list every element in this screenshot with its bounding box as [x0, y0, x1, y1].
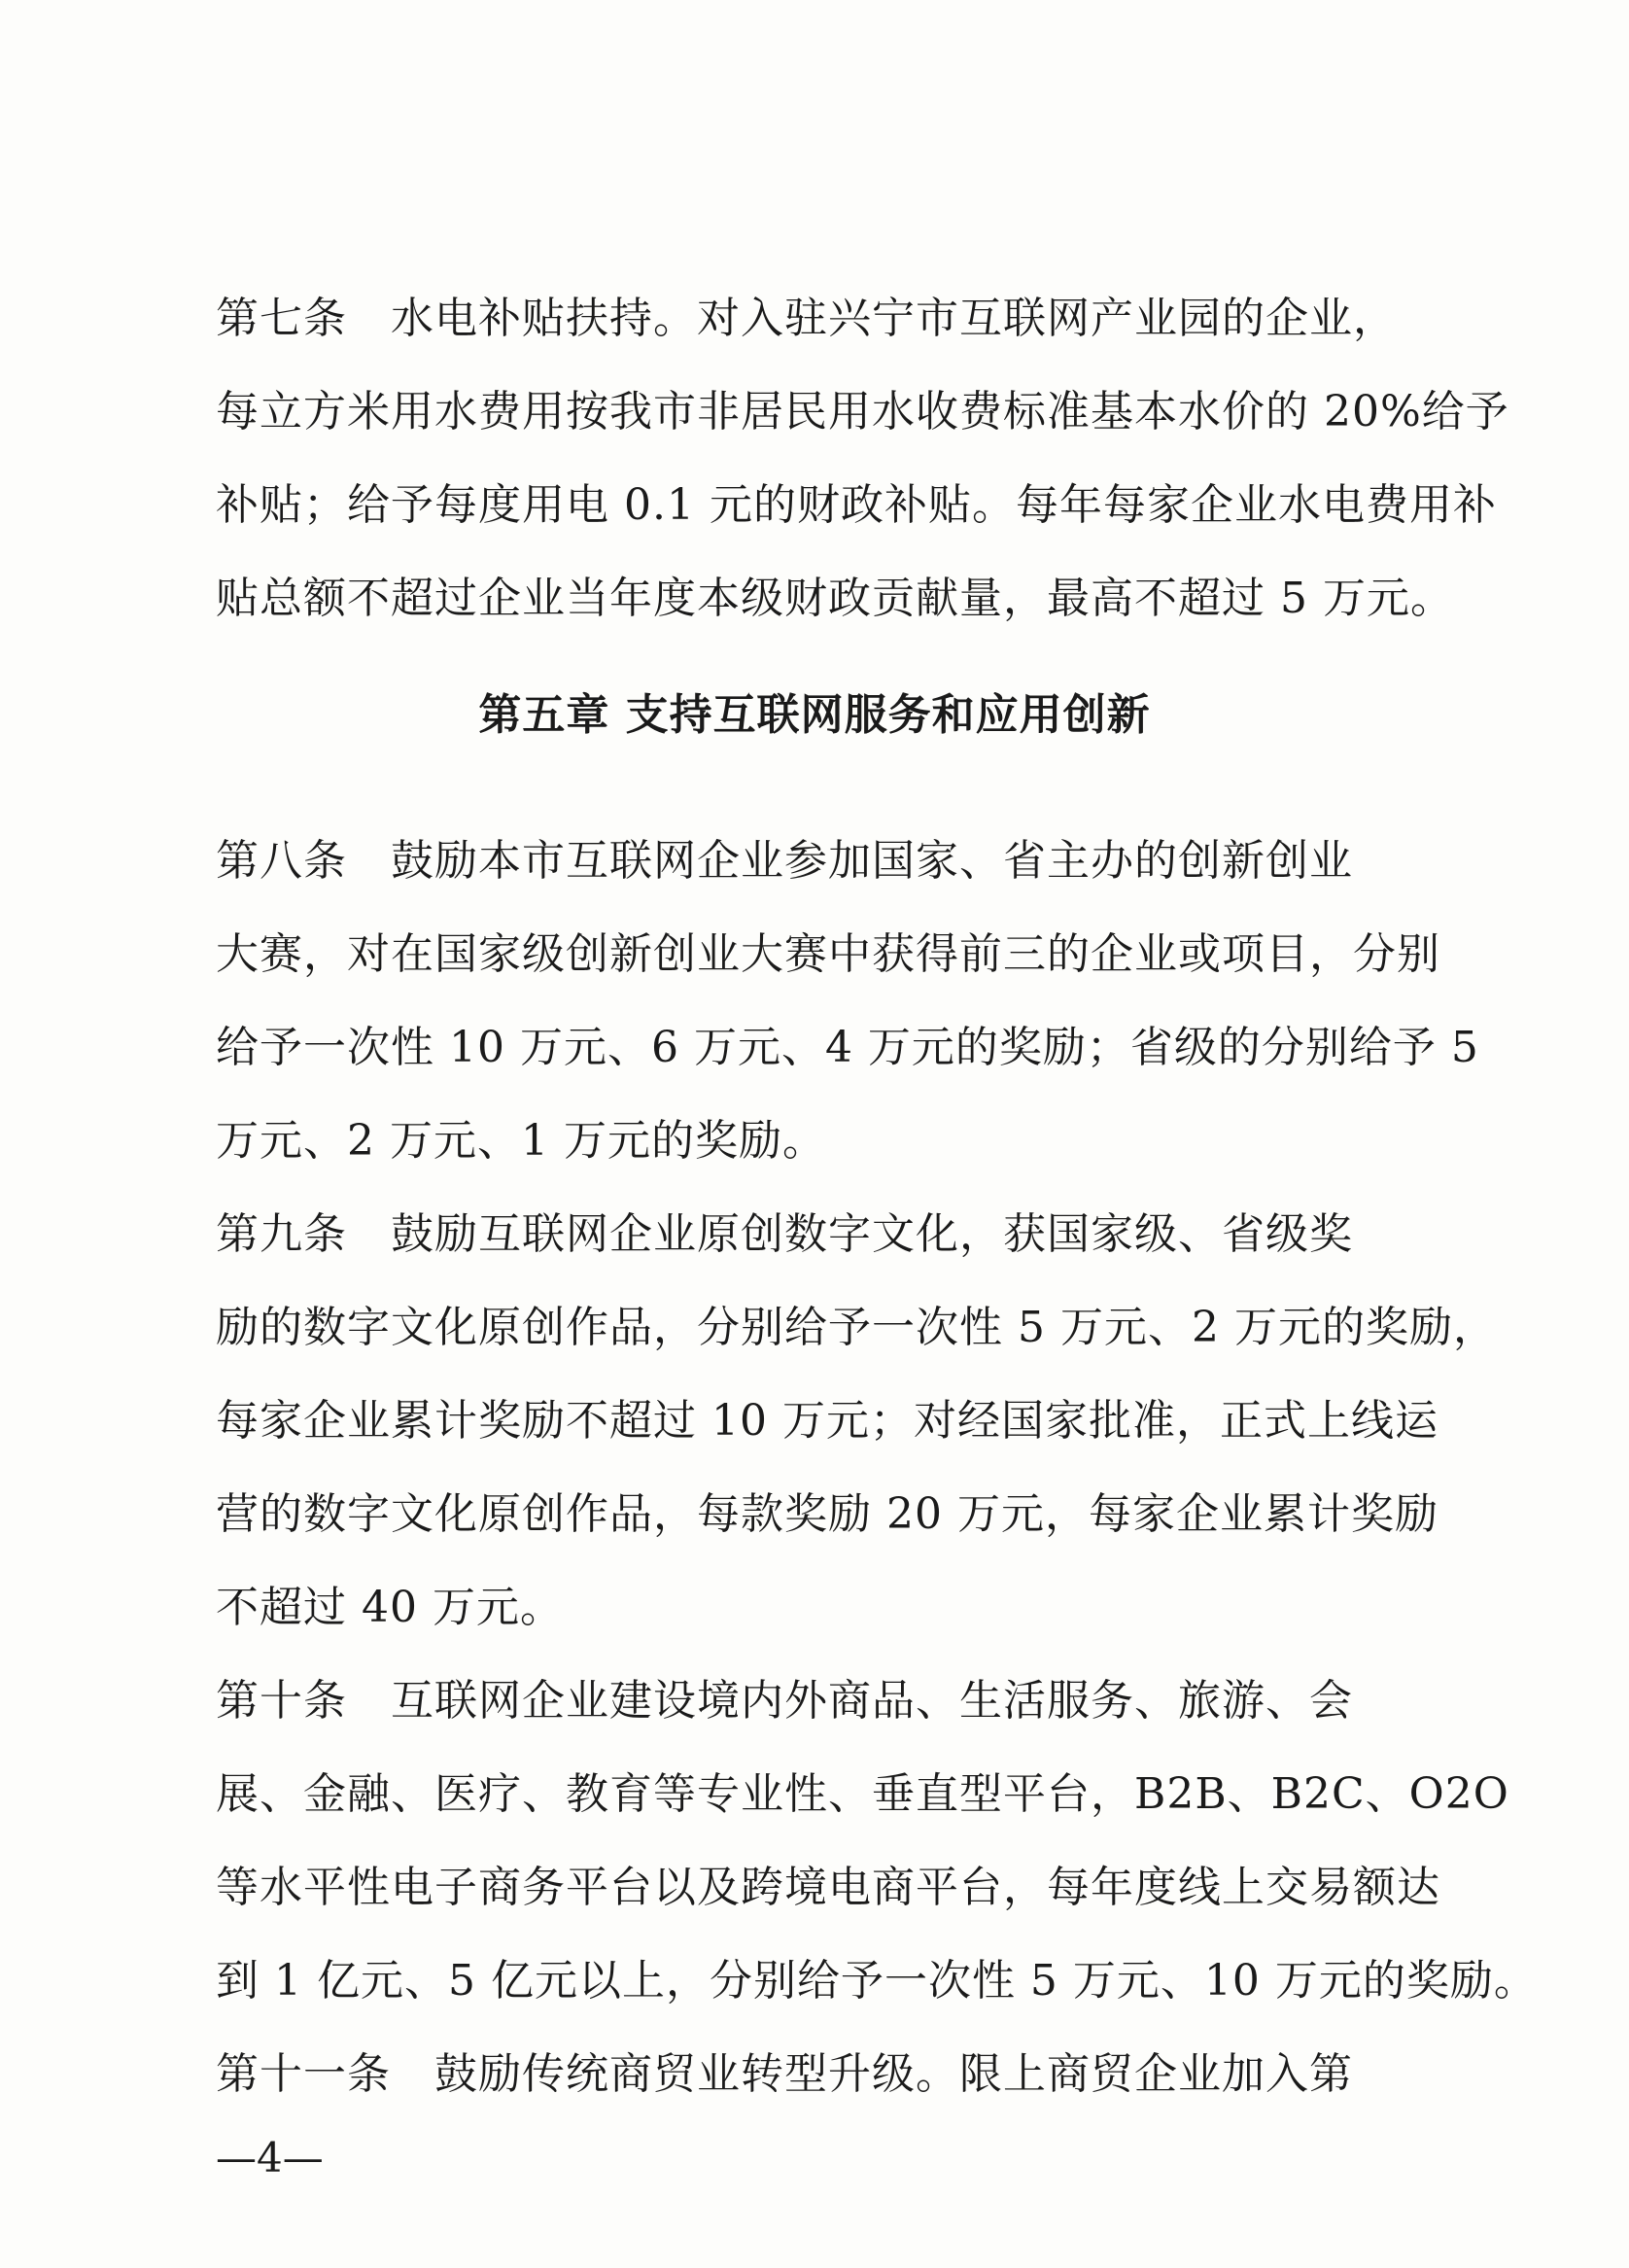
text-line-2: 每立方米用水费用按我市非居民用水收费标准基本水价的 20%给予 — [216, 387, 1509, 436]
chapter-heading: 第五章 支持互联网服务和应用创新 — [478, 690, 1151, 740]
text-line-12: 营的数字文化原创作品，每款奖励 20 万元，每家企业累计奖励 — [216, 1489, 1438, 1539]
text-line-4: 贴总额不超过企业当年度本级财政贡献量，最高不超过 5 万元。 — [216, 574, 1454, 623]
text-line-17: 到 1 亿元、5 亿元以上，分别给予一次性 5 万元、10 万元的奖励。 — [216, 1956, 1538, 2006]
text-line-5: 第八条 鼓励本市互联网企业参加国家、省主办的创新创业 — [216, 836, 1353, 886]
text-line-8: 万元、2 万元、1 万元的奖励。 — [216, 1116, 826, 1166]
text-line-13: 不超过 40 万元。 — [216, 1583, 564, 1632]
text-line-9: 第九条 鼓励互联网企业原创数字文化，获国家级、省级奖 — [216, 1209, 1353, 1259]
text-line-7: 给予一次性 10 万元、6 万元、4 万元的奖励；省级的分别给予 5 — [216, 1023, 1479, 1072]
page-number: —4— — [216, 2134, 324, 2181]
text-line-16: 等水平性电子商务平台以及跨境电商平台，每年度线上交易额达 — [216, 1863, 1440, 1912]
text-line-6: 大赛，对在国家级创新创业大赛中获得前三的企业或项目，分别 — [216, 929, 1440, 979]
text-line-10: 励的数字文化原创作品，分别给予一次性 5 万元、2 万元的奖励， — [216, 1303, 1497, 1352]
text-line-15: 展、金融、医疗、教育等专业性、垂直型平台，B2B、B2C、O2O — [216, 1769, 1509, 1819]
text-line-14: 第十条 互联网企业建设境内外商品、生活服务、旅游、会 — [216, 1676, 1353, 1726]
text-line-11: 每家企业累计奖励不超过 10 万元；对经国家批准，正式上线运 — [216, 1396, 1438, 1446]
text-line-3: 补贴；给予每度用电 0.1 元的财政补贴。每年每家企业水电费用补 — [216, 480, 1497, 530]
text-line-18: 第十一条 鼓励传统商贸业转型升级。限上商贸企业加入第 — [216, 2049, 1353, 2099]
text-line-1: 第七条 水电补贴扶持。对入驻兴宁市互联网产业园的企业， — [216, 294, 1397, 343]
